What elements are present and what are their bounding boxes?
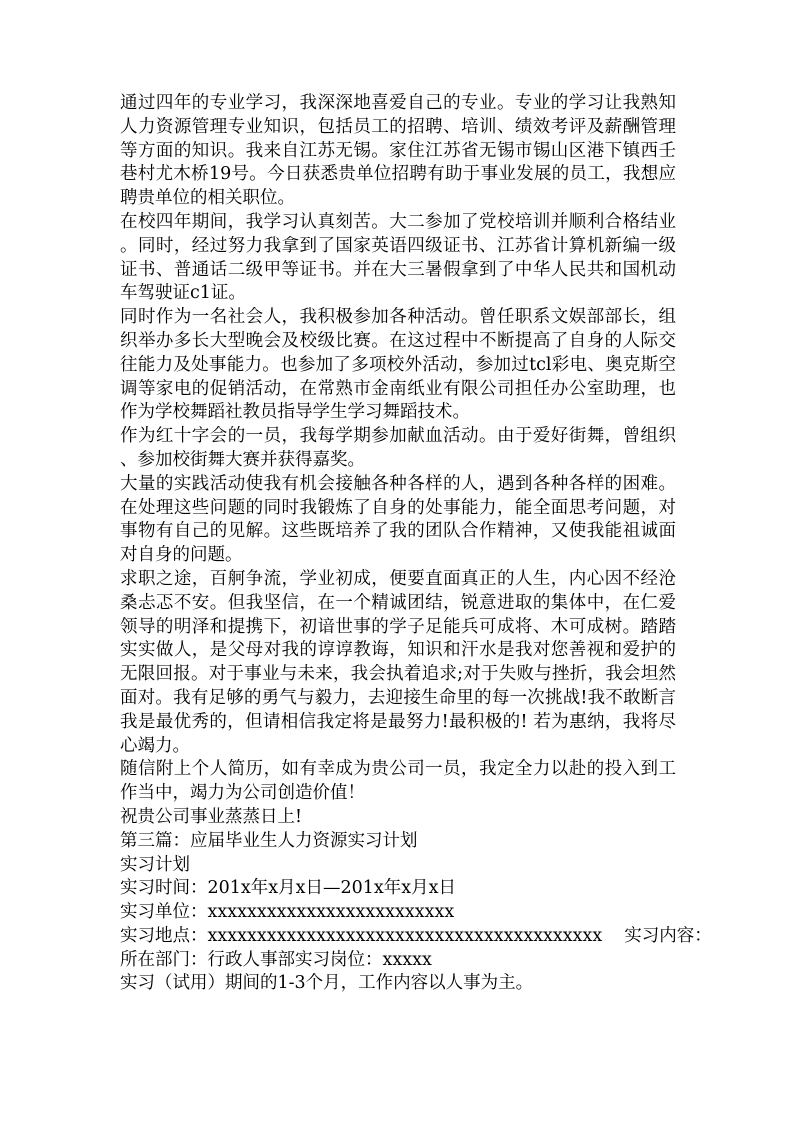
paragraph-red-cross: 作为红十字会的一员，我每学期参加献血活动。由于爱好街舞，曾组织、参加校街舞大赛并获得嘉奖。 — [120, 426, 676, 470]
internship-location-row — [120, 925, 712, 949]
paragraph-resume: 随信附上个人简历，如有幸成为贵公司一员，我定全力以赴的投入到工作当中，竭力为公司创造价值！ — [120, 759, 676, 804]
internship-department: 所在部门：行政人事部实习岗位：xxxxx — [120, 949, 432, 970]
internship-period: 实习（试用）期间的1-3个月，工作内容以人事为主。 — [120, 973, 534, 994]
paragraph-practice: 大量的实践活动使我有机会接触各种各样的人，遇到各种各样的困难。在处理这些问题的同时我锻炼了自身的处事能力，能全面思考问题，对事物有自己的见解。这些既培养了我的团队合作精神，又使我能祖诚面对自身的问题。 — [120, 473, 676, 566]
plan-title: 实习计划 — [120, 854, 190, 875]
paragraph-wishes: 祝贵公司事业蒸蒸日上! — [120, 806, 303, 827]
internship-unit: 实习单位：xxxxxxxxxxxxxxxxxxxxxxxxx — [120, 902, 455, 923]
paragraph-study: 在校四年期间，我学习认真刻苦。大二参加了党校培训并顺利合格结业。同时，经过努力我拿到了国家英语四级证书、江苏省计算机新编一级证书、普通话二级甲等证书。并在大三暑假拿到了中华人民共和国机动车驾驶证c1证。 — [120, 211, 676, 304]
document-page — [120, 92, 712, 996]
internship-location: 实习地点：xxxxxxxxxxxxxxxxxxxxxxxxxxxxxxxxxxxxxxxx — [120, 925, 603, 946]
paragraph-intro: 通过四年的专业学习，我深深地喜爱自己的专业。专业的学习让我熟知人力资源管理专业知识，包括员工的招聘、培训、绩效考评及薪酬管理等方面的知识。我来自江苏无锡。家住江苏省无锡市锡山区港下镇西壬巷村尤木桥19号。今日获悉贵单位招聘有助于事业发展的员工，我想应聘贵单位的相关职位。 — [120, 93, 676, 209]
internship-content-label: 实习内容： — [624, 925, 712, 946]
paragraph-job-seeking: 求职之途，百舸争流，学业初成，便要直面真正的人生，内心因不经沧桑忐忑不安。但我坚信，在一个精诚团结，锐意进取的集体中，在仁爱领导的明泽和提携下，初谙世事的学子足能兵可成将、木可成树。踏踏实实做人，是父母对我的谆谆教诲，知识和汗水是我对您善视和爱护的无限回报。对于事业与未来，我会执着追求;对于失败与挫折，我会坦然面对。我有足够的勇气与毅力，去迎接生命里的每一次挑战!我不敢断言我是最优秀的，但请相信我定将是最努力!最积极的! 若为惠纳，我将尽心竭力。 — [120, 568, 676, 756]
paragraph-activities: 同时作为一名社会人，我积极参加各种活动。曾任职系文娱部部长，组织举办多长大型晚会及校级比赛。在这过程中不断提高了自身的人际交往能力及处事能力。也参加了多项校外活动，参加过tcl彩电、奥克斯空调等家电的促销活动，在常熟市金南纸业有限公司担任办公室助理，也作为学校舞蹈社教员指导学生学习舞蹈技术。 — [120, 307, 676, 423]
internship-time: 实习时间：201x年x月x日—201x年x月x日 — [120, 878, 457, 899]
section-title: 第三篇：应届毕业生人力资源实习计划 — [120, 830, 418, 851]
